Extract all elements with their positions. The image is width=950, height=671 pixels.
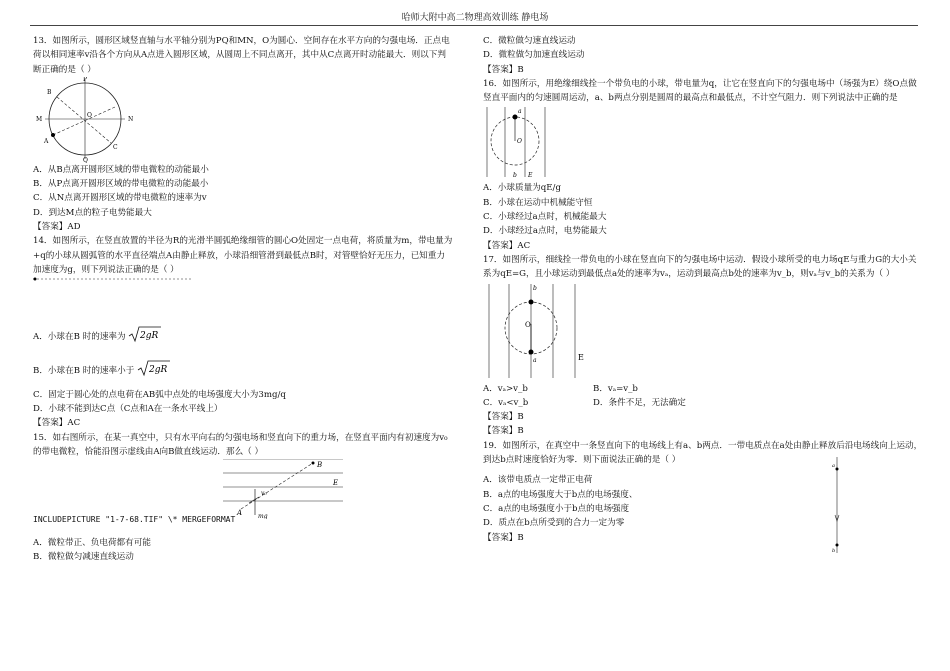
q14-option-c: C．固定于圆心处的点电荷在AB弧中点处的电场强度大小为3mg/q	[33, 389, 286, 400]
q15-option-a: A．微粒带正、负电荷都有可能	[33, 537, 151, 548]
q14-option-b: B．小球在B 时的速率小于 2gR	[33, 359, 453, 382]
q17-option-b: B．vₐ=v_b	[593, 383, 638, 394]
q17-options-row-1	[483, 382, 923, 396]
svg-text:B: B	[47, 88, 52, 96]
svg-text:mg: mg	[258, 513, 268, 520]
header-rule	[30, 25, 918, 26]
q14-answer: 【答案】AC	[33, 418, 81, 429]
svg-text:a: a	[832, 463, 835, 470]
q16-option-c: C．小球经过a点时，机械能最大	[483, 212, 607, 223]
q17-figure	[483, 282, 603, 382]
svg-text:a: a	[533, 356, 537, 364]
svg-text:O: O	[517, 138, 522, 146]
q13-option-c: C．从N点离开圆形区域的带电微粒的速率为v	[33, 193, 207, 204]
q15-include-field: INCLUDEPICTURE "1-7-68.TIF" \* MERGEFORMAT	[33, 515, 236, 525]
svg-text:O: O	[87, 111, 92, 119]
svg-text:2gR: 2gR	[149, 364, 168, 375]
left-column	[33, 34, 453, 564]
svg-text:2gR: 2gR	[140, 331, 159, 342]
q14-stem: 14．如图所示，在竖直放置的半径为R的光滑半圆弧绝缘细管的圆心O处固定一点电荷，将质量为m，带电量为+q的小球从圆弧管的水平直径端点A由静止释放，小球沿细管滑到最低点B时，对管壁恰好无压力，已知重力加速度为g，则下列说法正确的是（ ）	[33, 236, 453, 275]
q19-option-a: A．该带电质点一定带正电荷	[483, 475, 593, 486]
q15-answer: 【答案】B	[483, 64, 524, 75]
q16-option-a: A．小球质量为qE/g	[483, 183, 561, 194]
q13-option-d: D．到达M点的粒子电势能最大	[33, 207, 152, 218]
q19-answer: 【答案】B	[483, 532, 524, 543]
svg-text:b: b	[513, 172, 517, 180]
svg-text:b: b	[533, 284, 537, 292]
q13-figure	[33, 77, 143, 163]
sqrt-symbol	[128, 325, 162, 348]
q17-stem: 17．如图所示，细线拴一带负电的小球在竖直向下的匀强电场中运动．假设小球所受的电力场qE与重力G的大小关系为qE=G，且小球运动到最低点a处的速率为vₐ，运动到最高点b处的速率为v_b，则vₐ与v_b的关系为（ ）	[483, 254, 917, 280]
q13-option-b: B．从P点离开圆形区域的带电微粒的动能最小	[33, 179, 209, 190]
q17-option-d: D．条件不足，无法确定	[593, 397, 686, 408]
q15-option-d: D．微粒做匀加速直线运动	[483, 50, 585, 61]
q16-option-d: D．小球经过a点时，电势能最大	[483, 226, 607, 237]
right-column	[483, 34, 923, 555]
q15-stem: 15．如右图所示，在某一真空中，只有水平向右的匀强电场和竖直向下的重力场，在竖直平面内有初速度为v₀的带电微粒，恰能沿图示虚线由A向B做直线运动．那么（ ）	[33, 432, 448, 458]
svg-text:A: A	[44, 137, 49, 145]
svg-text:E: E	[333, 479, 339, 488]
svg-text:E: E	[528, 172, 533, 180]
q14-option-d: D．小球不能到达C点（C点和A在一条水平线上）	[33, 404, 223, 415]
q16-figure	[483, 105, 573, 181]
svg-text:M: M	[36, 115, 43, 123]
page-header: 哈师大附中高二物理高效训练 静电场	[401, 13, 549, 23]
q16-option-b: B．小球在运动中机械能守恒	[483, 197, 593, 208]
q17-option-c: C．vₐ<v_b	[483, 397, 529, 408]
q15-option-c: C．微粒做匀速直线运动	[483, 36, 576, 46]
q17-answer: 【答案】B	[483, 412, 524, 423]
q19-stem: 19．如图所示，在真空中一条竖直向下的电场线上有a、b两点．一带电质点在a处由静止释放后沿电场线向上运动，到达b点时速度恰好为零．则下面说法正确的是（ ）	[483, 440, 923, 466]
q17-option-a: A．vₐ>v_b	[483, 383, 528, 394]
q19-option-c: C．a点的电场强度小于b点的电场强度	[483, 503, 630, 514]
svg-text:B: B	[317, 461, 323, 470]
q14-option-a: A．小球在B 时的速率为 2gR	[33, 325, 453, 348]
svg-text:O: O	[525, 320, 531, 329]
q19-block	[483, 463, 923, 555]
svg-text:a: a	[518, 108, 522, 116]
svg-text:b: b	[832, 548, 836, 555]
svg-text:E: E	[578, 352, 584, 362]
q13-option-a: A．从B点离开圆形区域的带电微粒的动能最小	[33, 164, 209, 175]
q15-option-b: B．微粒做匀减速直线运动	[33, 551, 134, 562]
svg-text:A: A	[237, 509, 243, 518]
q19-option-d: D．质点在b点所受到的合力一定为零	[483, 518, 625, 529]
q14-figure-fragment	[33, 277, 453, 321]
svg-text:N: N	[128, 115, 134, 123]
svg-text:Q: Q	[83, 156, 88, 163]
svg-text:C: C	[113, 143, 118, 151]
q16-stem: 16．如图所示，用绝缘细线拴一个带负电的小球，带电量为q，让它在竖直向下的匀强电场中（场强为E）绕O点做竖直平面内的匀速圆周运动，a、b两点分别是圆周的最高点和最低点，不计空气阻力．则下列说法中正确的是	[483, 78, 917, 104]
q19-figure	[827, 455, 847, 555]
q15-figure	[33, 459, 453, 519]
q16-answer: 【答案】AC	[483, 240, 531, 251]
q18-answer: 【答案】B	[483, 426, 524, 437]
q13-answer: 【答案】AD	[33, 222, 81, 233]
svg-text:P: P	[83, 76, 88, 83]
sqrt-symbol	[137, 359, 171, 382]
svg-text:v₀: v₀	[261, 490, 267, 498]
q17-options-row-2	[483, 396, 923, 410]
q13-stem: 13．如图所示，圆形区域竖直轴与水平轴分别为PQ和MN，O为圆心．空间存在水平方向的匀强电场．正点电荷以相同速率v沿各个方向从A点进入圆形区域，从圆周上不同点离开，其中从C点离开时动能最大．则以下判断正确的是（ ）	[33, 36, 450, 75]
q19-option-b: B．a点的电场强度大于b点的电场强度、	[483, 489, 638, 500]
